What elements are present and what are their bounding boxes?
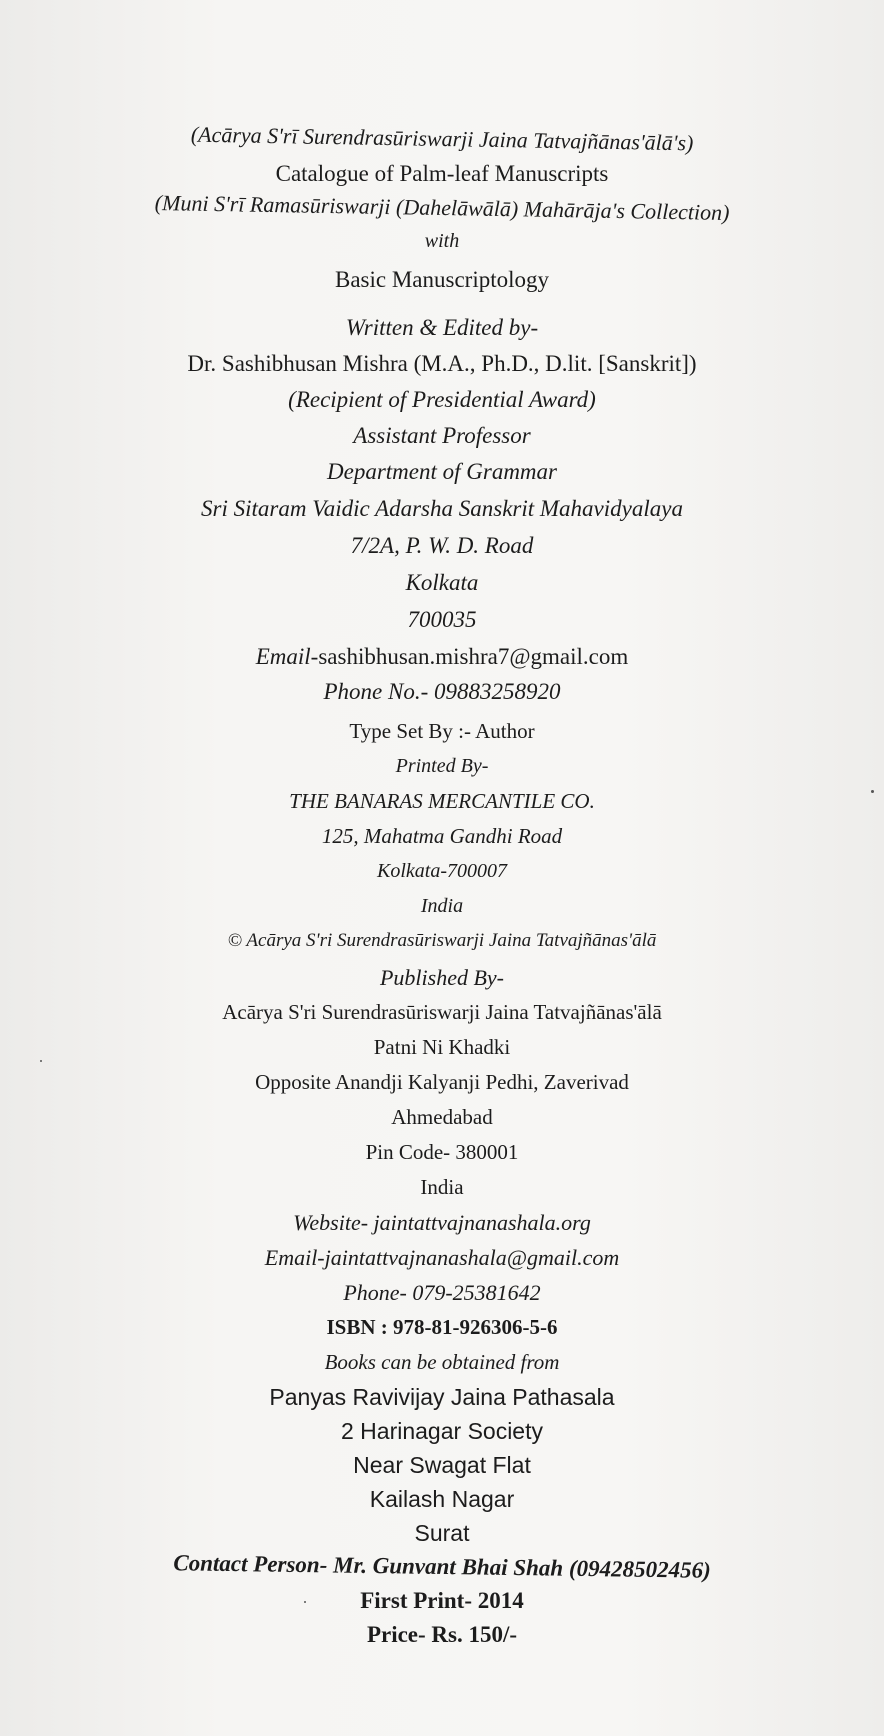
availability-name: Panyas Ravivijay Jaina Pathasala bbox=[269, 1384, 615, 1410]
publisher-email: Email-jaintattvajnanashala@gmail.com bbox=[264, 1245, 620, 1270]
book-title: Catalogue of Palm-leaf Manuscripts bbox=[275, 161, 609, 186]
author-block bbox=[0, 316, 884, 715]
written-by-label: Written & Edited by- bbox=[345, 315, 539, 340]
publisher-pin: Pin Code- 380001 bbox=[365, 1140, 519, 1164]
publisher-phone: Phone- 079-25381642 bbox=[343, 1280, 541, 1305]
author-email bbox=[0, 645, 884, 680]
copyright-line: © Acārya S'ri Surendrasūriswarji Jaina Tatvajñānas'ālā bbox=[227, 930, 657, 951]
printer-block bbox=[0, 721, 884, 966]
printed-by-label: Printed By- bbox=[395, 755, 489, 777]
author-address: 7/2A, P. W. D. Road bbox=[350, 533, 534, 558]
publisher-block bbox=[0, 967, 884, 1352]
printer-country: India bbox=[420, 895, 464, 917]
title-block bbox=[0, 121, 884, 302]
with-line: with bbox=[424, 230, 460, 252]
isbn-line: ISBN : 978-81-926306-5-6 bbox=[326, 1315, 558, 1339]
series-line: (Acārya S'rī Surendrasūriswarji Jaina Tatvajñānas'ālā's) bbox=[190, 121, 694, 156]
obtain-label: Books can be obtained from bbox=[324, 1350, 560, 1374]
author-city: Kolkata bbox=[405, 570, 479, 595]
speck bbox=[40, 1060, 42, 1062]
availability-line-1: 2 Harinagar Society bbox=[341, 1418, 543, 1444]
author-phone: Phone No.- 09883258920 bbox=[323, 679, 561, 704]
publisher-city: Ahmedabad bbox=[391, 1105, 493, 1129]
author-department: Department of Grammar bbox=[327, 459, 557, 484]
first-print-line: First Print- 2014 bbox=[360, 1588, 524, 1613]
speck bbox=[871, 790, 874, 793]
author-email-address: sashibhusan.mishra7@gmail.com bbox=[318, 644, 629, 669]
author-award: (Recipient of Presidential Award) bbox=[288, 387, 596, 412]
author-position: Assistant Professor bbox=[353, 423, 531, 448]
publisher-country: India bbox=[420, 1175, 464, 1199]
book-subtitle: Basic Manuscriptology bbox=[335, 267, 549, 292]
contact-line: Contact Person- Mr. Gunvant Bhai Shah (09428502456) bbox=[173, 1550, 711, 1583]
publisher-name: Acārya S'ri Surendrasūriswarji Jaina Tatvajñānas'ālā bbox=[222, 1000, 662, 1024]
printer-name: THE BANARAS MERCANTILE CO. bbox=[289, 789, 595, 813]
typeset-line: Type Set By :- Author bbox=[349, 719, 535, 743]
availability-city: Surat bbox=[414, 1520, 470, 1546]
publisher-website: Website- jaintattvajnanashala.org bbox=[293, 1210, 591, 1235]
availability-line-2: Near Swagat Flat bbox=[353, 1452, 531, 1478]
printer-city: Kolkata-700007 bbox=[377, 860, 507, 882]
publisher-address-2: Opposite Anandji Kalyanji Pedhi, Zaverivad bbox=[255, 1070, 629, 1094]
availability-line-3: Kailash Nagar bbox=[369, 1486, 515, 1512]
printer-address: 125, Mahatma Gandhi Road bbox=[321, 824, 563, 848]
published-by-label: Published By- bbox=[379, 965, 505, 990]
price-line: Price- Rs. 150/- bbox=[366, 1622, 518, 1647]
footer-block bbox=[0, 1550, 884, 1657]
author-email-label: Email- bbox=[255, 644, 319, 669]
publisher-address-1: Patni Ni Khadki bbox=[373, 1035, 511, 1059]
author-name: Dr. Sashibhusan Mishra (M.A., Ph.D., D.lit. [Sanskrit]) bbox=[187, 351, 697, 376]
author-pin: 700035 bbox=[407, 607, 477, 632]
collection-line: (Muni S'rī Ramasūriswarji (Dahelāwālā) Mahārāja's Collection) bbox=[154, 189, 730, 226]
availability-block bbox=[0, 1352, 884, 1556]
speck bbox=[304, 1601, 306, 1603]
author-institution: Sri Sitaram Vaidic Adarsha Sanskrit Mahavidyalaya bbox=[201, 496, 683, 521]
